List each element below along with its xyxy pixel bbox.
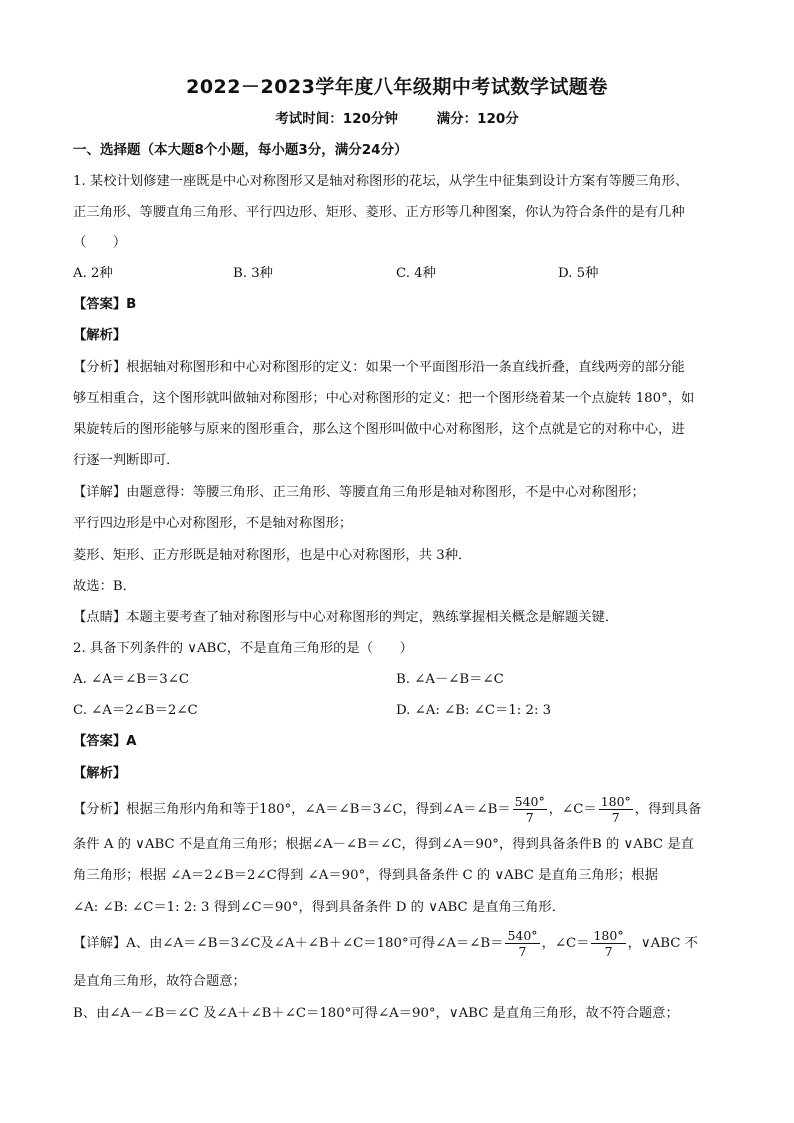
fraction-180-7 <box>599 794 633 825</box>
q2-option-d: D. ∠A: ∠B: ∠C＝1: 2: 3 <box>396 703 552 718</box>
fraction-180-7 <box>591 928 625 959</box>
fraction-denominator: 7 <box>604 944 613 959</box>
q1-detail-line: 平行四边形是中心对称图形，不是轴对称图形； <box>73 516 353 531</box>
q1-key-point: 【点睛】本题主要考查了轴对称图形与中心对称图形的判定，熟练掌握相关概念是解题关键． <box>73 610 619 625</box>
q2-option-a: A. ∠A＝∠B＝3∠C <box>73 672 190 687</box>
q1-option-b: B. 3种 <box>233 266 273 281</box>
q2-analysis-line: ∠A: ∠B: ∠C＝1: 2: 3 得到∠C＝90°，得到具备条件 D 的 ∨ABC 是直角三角形． <box>73 900 566 915</box>
fraction-540-7 <box>513 794 547 825</box>
fraction-denominator: 7 <box>611 810 620 825</box>
q2-detail-text-a: 【详解】A、由∠A＝∠B＝3∠C及∠A＋∠B＋∠C＝180°可得∠A＝∠B＝ <box>73 936 504 951</box>
q1-analysis-line: 行逐一判断即可． <box>73 453 180 468</box>
q1-analysis-line: 果旋转后的图形能够与原来的图形重合，那么这个图形叫做中心对称图形，这个点就是它的对称中心，进 <box>73 422 685 437</box>
q1-analysis-line: 够互相重合，这个图形就叫做轴对称图形；中心对称图形的定义：把一个图形绕着某一个点旋转 180°，如 <box>73 391 695 406</box>
q1-option-d: D. 5种 <box>558 266 599 281</box>
full-score: 满分：120分 <box>436 111 519 127</box>
fraction-denominator: 7 <box>525 810 534 825</box>
q1-stem-line: 正三角形、等腰直角三角形、平行四边形、矩形、菱形、正方形等几种图案，你认为符合条件的是有几种 <box>73 205 685 220</box>
q2-analysis-text-a: 【分析】根据三角形内角和等于180°，∠A＝∠B＝3∠C，得到∠A＝∠B＝ <box>73 802 511 817</box>
q2-detail-line: 是直角三角形，故符合题意； <box>73 974 246 989</box>
q1-option-c: C. 4种 <box>396 266 436 281</box>
q1-answer: 【答案】B <box>73 297 137 312</box>
q2-option-c: C. ∠A＝2∠B＝2∠C <box>73 703 198 718</box>
q1-detail-line: 【详解】由题意得：等腰三角形、正三角形、等腰直角三角形是轴对称图形，不是中心对称图形； <box>73 485 645 500</box>
page-title: 2022－2023学年度八年级期中考试数学试题卷 <box>186 76 608 98</box>
q2-analysis-text-c: ，得到具备 <box>634 802 702 817</box>
q2-analysis-line: 条件 A 的 ∨ABC 不是直角三角形；根据∠A－∠B＝∠C，得到∠A＝90°，得到具备条件B 的 ∨ABC 是直 <box>73 837 694 852</box>
exam-time: 考试时间：120分钟 <box>275 111 398 127</box>
q1-stem-line: 1. 某校计划修建一座既是中心对称图形又是轴对称图形的花坛，从学生中征集到设计方案有等腰三角形、 <box>73 174 689 189</box>
fraction-numerator: 180° <box>593 928 624 943</box>
q2-analysis-first-line <box>73 792 723 828</box>
q2-analysis-line: 角三角形；根据 ∠A＝2∠B＝2∠C得到 ∠A＝90°，得到具备条件 C 的 ∨ABC 是直角三角形；根据 <box>73 868 658 883</box>
exam-info <box>0 107 794 127</box>
q2-stem: 2. 具备下列条件的 ∨ABC，不是直角三角形的是（ ） <box>73 641 413 656</box>
fraction-numerator: 540° <box>514 794 545 809</box>
fraction-numerator: 540° <box>507 928 538 943</box>
q1-analysis-line: 【分析】根据轴对称图形和中心对称图形的定义：如果一个平面图形沿一条直线折叠，直线两旁的部分能 <box>73 360 685 375</box>
q2-answer: 【答案】A <box>73 734 137 749</box>
q2-analysis-tag: 【解析】 <box>73 766 127 781</box>
q2-detail-text-c: ，∨ABC 不 <box>627 936 698 951</box>
section-heading: 一、选择题（本大题8个小题，每小题3分，满分24分） <box>73 142 408 158</box>
q1-option-a: A. 2种 <box>73 266 113 281</box>
q1-detail-line: 菱形、矩形、正方形既是轴对称图形，也是中心对称图形，共 3种． <box>73 548 472 563</box>
fraction-denominator: 7 <box>518 944 527 959</box>
fraction-numerator: 180° <box>600 794 631 809</box>
q2-option-b: B. ∠A－∠B＝∠C <box>396 672 504 687</box>
q1-detail-line: 故选：B． <box>73 579 136 594</box>
q2-detail-text-b: ，∠C＝ <box>541 936 590 951</box>
q1-analysis-tag: 【解析】 <box>73 328 127 343</box>
fraction-540-7 <box>505 928 539 959</box>
q2-detail-first-line <box>73 926 723 962</box>
q2-detail-line: B、由∠A－∠B＝∠C 及∠A＋∠B＋∠C＝180°可得∠A＝90°，∨ABC 是直角三角形，故不符合题意； <box>73 1006 679 1021</box>
q1-stem-line: （ ） <box>73 235 127 250</box>
q2-analysis-text-b: ，∠C＝ <box>548 802 597 817</box>
